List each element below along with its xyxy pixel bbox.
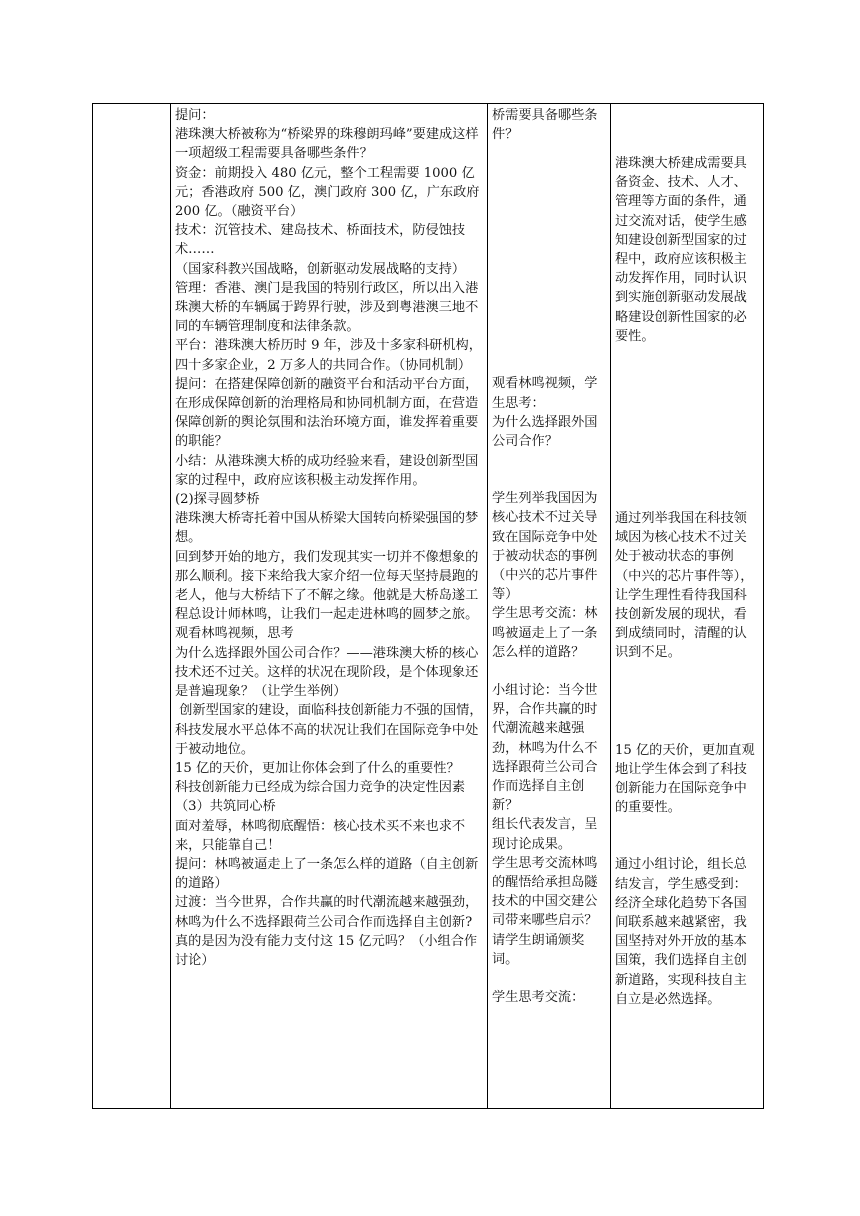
stage-column-cell xyxy=(93,104,171,1109)
student-activity-content xyxy=(492,106,606,1106)
text-line: 技术：沉管技术、建岛技术、桥面技术，防侵蚀技术…… xyxy=(175,223,466,258)
design-intent-content xyxy=(615,106,759,1106)
section-heading: (2)探寻圆梦桥 xyxy=(175,492,260,508)
spacer xyxy=(492,144,606,374)
text-line: 为什么选择跟外国公司合作？ xyxy=(492,414,598,450)
text-line: 资金：前期投入 480 亿元，整个工程需要 1000 亿元；香港政府 500 亿，澳门政府 300 亿，广东政府 200 亿。（融资平台） xyxy=(175,165,484,220)
text-line: 科技创新能力已经成为综合国力竞争的决定性因素 xyxy=(175,780,466,796)
text-line: 平台：港珠澳大桥历时 9 年，涉及十多家科研机构，四十多家企业，2 万多人的共同合作。（协同机制） xyxy=(175,338,482,373)
spacer xyxy=(492,662,606,681)
teacher-activity-content xyxy=(175,106,483,1106)
text-line: 组长代表发言，呈现讨论成果。 xyxy=(492,817,598,852)
text-line: 创新型国家的建设，面临科技创新能力不强的国情，科技发展水平总体不高的状况让我们在国际竞争中处于被动地位。 xyxy=(175,703,483,757)
text-line: 港珠澳大桥寄托着中国从桥梁大国转向桥梁强国的梦想。 xyxy=(175,511,479,546)
text-line: 提问：林鸣被逼走上了一条怎么样的道路（自主创新的道路） xyxy=(175,856,479,892)
lesson-plan-table xyxy=(92,103,764,1109)
text-line: 观看林鸣视频，学生思考： xyxy=(492,376,598,411)
text-line: （国家科教兴国战略，创新驱动发展战略的支持） xyxy=(175,261,466,277)
text-line: 请学生朗诵颁奖词。 xyxy=(492,932,585,967)
text-line: 面对羞辱，林鸣彻底醒悟：核心技术买不来也求不来，只能靠自己！ xyxy=(175,818,466,853)
table-row xyxy=(93,104,764,1109)
text-line: 为什么选择跟外国公司合作？——港珠澳大桥的核心技术还不过关。这样的状况在现阶段，是个体现象还是普遍现象？（让学生举例） xyxy=(175,645,479,700)
text-line: 学生列举我国因为核心技术不过关导致在国际竞争中处于被动状态的事例（中兴的芯片事件等） xyxy=(492,491,598,603)
text-line: 学生思考交流：林鸣被逼走上了一条怎么样的道路？ xyxy=(492,606,598,660)
spacer xyxy=(615,346,759,509)
text-line: 通过小组讨论，组长总结发言，学生感受到：经济全球化趋势下各国间联系越来越紧密，我国坚持对外开放的基本国策，我们选择自主创新道路，实现科技自主自立是必然选择。 xyxy=(615,857,747,1007)
text-line: 小组讨论：当今世界，合作共赢的时代潮流越来越强劲，林鸣为什么不选择跟荷兰公司合作而选择自主创新？ xyxy=(492,683,598,814)
text-line: 学生思考交流： xyxy=(492,990,585,1006)
teacher-activity-cell xyxy=(171,104,488,1109)
text-line: 回到梦开始的地方，我们发现其实一切并不像想象的那么顺利。接下来给我大家介绍一位每天坚持晨跑的老人，他与大桥结下了不解之缘。他就是大桥岛遂工程总设计师林鸣，让我们一起走进林鸣的圆梦之旅。 xyxy=(175,549,479,623)
text-line: 提问：在搭建保障创新的融资平台和活动平台方面，在形成保障创新的治理格局和协同机制方面，在营造保障创新的舆论氛围和法治环境方面，谁发挥着重要的职能？ xyxy=(175,376,479,450)
text-line: 桥需要具备哪些条件？ xyxy=(492,108,598,143)
section-heading: （3）共筑同心桥 xyxy=(175,799,276,815)
text-line: 15 亿的天价，更加让你体会到了什么的重要性？ xyxy=(175,760,460,776)
student-activity-cell xyxy=(488,104,611,1109)
spacer xyxy=(492,969,606,988)
text-line: 港珠澳大桥被称为“桥梁界的珠穆朗玛峰”要建成这样一项超级工程需要具备哪些条件？ xyxy=(175,127,479,162)
spacer xyxy=(492,451,606,489)
text-line: 通过列举我国在科技领域因为核心技术不过关处于被动状态的事例（中兴的芯片事件等），让学生理性看待我国科技创新发展的现状，看到成绩同时，清醒的认识到不足。 xyxy=(615,511,754,661)
design-intent-cell xyxy=(611,104,764,1109)
text-line: 港珠澳大桥建成需要具备资金、技术、人才、管理等方面的条件，通过交流对话，使学生感知建设创新型国家的过程中，政府应该积极主动发挥作用，同时认识到实施创新驱动发展战略建设创新性国家的必要性。 xyxy=(615,156,747,344)
stage-text xyxy=(97,106,166,1106)
text-line: 提问： xyxy=(175,108,215,123)
spacer xyxy=(615,817,759,855)
text-line: 管理：香港、澳门是我国的特别行政区，所以出入港珠澳大桥的车辆属于跨界行驶，涉及到粤港澳三地不同的车辆管理制度和法律条款。 xyxy=(175,280,479,335)
text-line: 观看林鸣视频，思考 xyxy=(175,626,294,642)
text-line: 过渡：当今世界，合作共赢的时代潮流越来越强劲，林鸣为什么不选择跟荷兰公司合作而选择自主创新?真的是因为没有能力支付这 15 亿元吗？（小组合作讨论） xyxy=(175,895,479,968)
text-line: 15 亿的天价，更加直观地让学生体会到了科技创新能力在国际竞争中的重要性。 xyxy=(615,742,755,816)
spacer xyxy=(615,106,759,154)
text-line: 小结：从港珠澳大桥的成功经验来看，建设创新型国家的过程中，政府应该积极主动发挥作用。 xyxy=(175,453,479,488)
text-line: 学生思考交流林鸣的醒悟给承担岛隧技术的中国交建公司带来哪些启示？ xyxy=(492,855,598,929)
spacer xyxy=(615,663,759,741)
